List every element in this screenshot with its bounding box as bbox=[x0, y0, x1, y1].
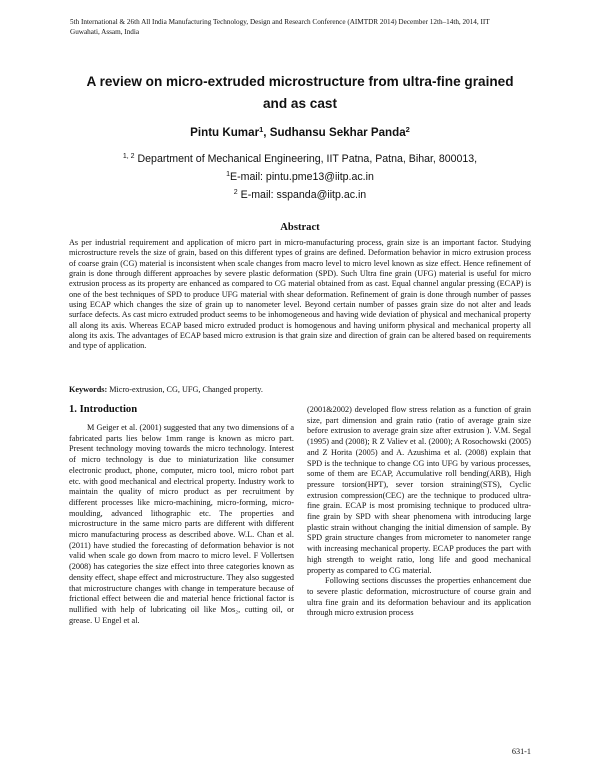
right-column-paragraph-2: Following sections discusses the properties enhancement due to severe plastic deformation, microstructure of course grain and ultra fine grain and its deformation behaviour and its application through micro extrusion process bbox=[307, 576, 531, 618]
affiliation-email-1 bbox=[60, 168, 540, 184]
conference-header-line-1: 5th International & 26th All India Manufacturing Technology, Design and Research Conference (AIMTDR 2014) December 12th–14th, 2014, IIT bbox=[70, 18, 490, 26]
author-separator: , bbox=[263, 126, 270, 139]
keywords-line bbox=[69, 385, 531, 395]
affiliation-superscript: 1, 2 bbox=[122, 153, 135, 160]
author-list bbox=[60, 122, 540, 140]
author-1-superscript: 1 bbox=[259, 125, 264, 134]
affiliation-text: Department of Mechanical Engineering, IIT Patna, Patna, Bihar, 800013, bbox=[134, 153, 478, 165]
introduction-left-column: M Geiger et al. (2001) suggested that any two dimensions of a fabricated parts lies below 1mm range is known as micro part. Present technology moving towards the micro technology. Interest of micro technology is due to miniaturization like consumer electronic product, phone, computer, micro tool, micro robot part etc. with good mechanical and electrical property. Industry work to maintain the quality of micro product as per recruitment by different processes like micro-machining, micro-forming, micro-moulding, advanced lithographic etc. The properties and microstructure in the same micro parts are different with different micro manufacturing process as described above. W.L. Chan et al. (2011) have studied the forecasting of deformation behavior is not valid when scale go down from macro to micro level. F Vollertsen (2008) has categories the size effect into three categories known as density effect, shape effect and microstructure. They also suggested that microstructure changes with change in temperature because of frictional effect between die and material hence frictional factor is nullified with help of lubricating oil like Mos₂, cutting oil, or grease. U Engel et al. bbox=[69, 423, 294, 625]
affiliation-email-2 bbox=[60, 186, 540, 202]
author-2: Sudhansu Sekhar Panda bbox=[269, 126, 406, 139]
page-number: 631-1 bbox=[511, 747, 531, 756]
paper-title-line-2: and as cast bbox=[262, 96, 338, 111]
introduction-heading: 1. Introduction bbox=[69, 404, 138, 415]
abstract-body: As per industrial requirement and application of micro part in micro-manufacturing process, grain size is an important factor. Studying microstructure revels the size of grain, based on this different types of grains are defined. Deformation behavior in micro extrusion process of coarse grain (CG) material is inconsistent when scale changes from macro level to micro level known as size effect. Hence refinement of grain is done through different approaches by severe plastic deformation (SPD). Such Ultra fine grain (UFG) material is useful for micro extrusion process as its property are enhanced as compared to CG material obtained from as cast. Equal channel angular pressing (ECAP) is one of the best techniques of SPD to produce UFG material with shear deformation. Refinement of grain is done through number of passes using ECAP which changes the size of grain up to nanometer level. Beyond certain number of passes grain size do not alter and leads surface defects. As cast micro extruded product seems to be inhomogeneous and having wide deviation of physical and mechanical property all along its axis. Whereas ECAP based micro extruded product is homogenous and having uniform physical and mechanical property all along its axis. The advantages of ECAP based micro extrusion is that grain size and direction of grain can be altered based on requirements and type of application. bbox=[69, 238, 531, 351]
author-2-superscript: 2 bbox=[405, 125, 410, 134]
right-column-paragraph-1: (2001&2002) developed flow stress relation as a function of grain size, part dimension and grain ratio (ratio of average grain size before extrusion to average grain size after extrusion ). V.M. Segal (1995) and (2008); R Z Valiev et al. (2000); A Rosochowski (2005) and Z Horita (2005) and A. Azushima et al. (2008) explain that SPD is the technique to change CG into UFG by various processes, some of them are ECAP, Accumulative roll bending(ARB), High pressure torsion(HPT), sever torsion straining(STS), Cyclic extrusion compression(CEC) are the technique to produced ultra-fine grain. ECAP is most promising technique to produced ultra-fine grain by SPD with shear phenomena with introducing large plastic strain without changing the initial dimension of sample. By SPD grain structure changes from micrometer to nanometer range with increasing mechanical property. ECAP produces the part with high strength to weight ratio, long life and good mechanical property as compared to CG material. bbox=[307, 405, 531, 575]
email-1-superscript: 1 bbox=[226, 171, 231, 178]
email-1-text: E-mail: pintu.pme13@iitp.ac.in bbox=[230, 171, 374, 183]
email-2-superscript: 2 bbox=[233, 189, 238, 196]
paper-title-line-1: A review on micro-extruded microstructure from ultra-fine grained bbox=[86, 74, 514, 89]
introduction-right-column bbox=[307, 405, 531, 619]
author-1: Pintu Kumar bbox=[190, 126, 260, 139]
affiliation-department bbox=[60, 150, 540, 166]
paper-title bbox=[60, 71, 540, 115]
conference-header bbox=[70, 18, 540, 37]
conference-header-line-2: Guwahati, Assam, India bbox=[70, 27, 140, 36]
email-2-text: E-mail: sspanda@iitp.ac.in bbox=[237, 189, 367, 201]
keywords-text: Micro-extrusion, CG, UFG, Changed property. bbox=[107, 385, 263, 394]
abstract-heading: Abstract bbox=[280, 222, 320, 233]
keywords-label: Keywords: bbox=[69, 385, 108, 394]
